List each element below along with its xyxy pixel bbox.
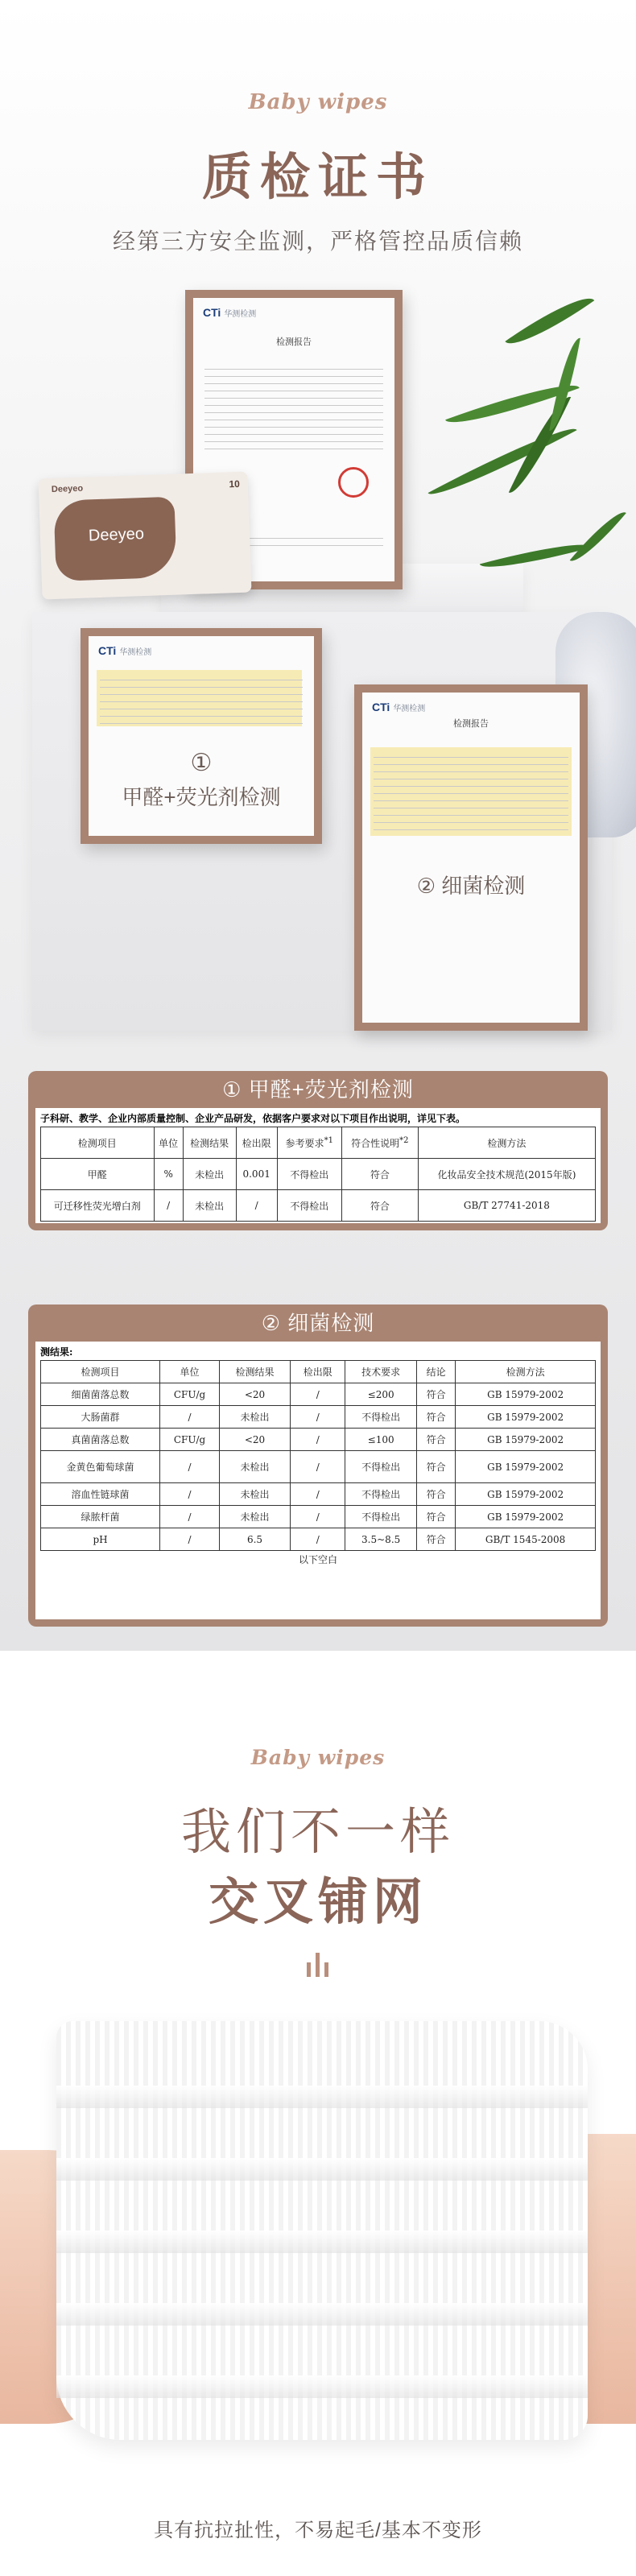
product-pack-image: Deeyeo 10 Deeyeo	[38, 472, 251, 600]
product-brand: Deeyeo	[88, 525, 145, 545]
feature-caption: 具有抗拉扯性，不易起毛/基本不变形	[154, 2520, 482, 2541]
card-header: ② 细菌检测	[261, 1311, 375, 1335]
section-title: 质检证书	[201, 147, 434, 206]
table-row: 真菌菌落总数 CFU/g <20 / ≤100 符合 GB 15979-2002	[41, 1429, 596, 1451]
formaldehyde-test-card	[28, 1071, 608, 1230]
certificate-frame-formaldehyde	[81, 628, 322, 844]
bacteria-test-table	[40, 1360, 596, 1551]
cross-lapped-section	[0, 1651, 636, 2576]
table-row: 大肠菌群 / 未检出 / 不得检出 符合 GB 15979-2002	[41, 1406, 596, 1429]
table-header-row: 检测项目 单位 检测结果 检出限 技术要求 结论 检测方法	[41, 1361, 596, 1383]
certificate-number: ①	[190, 750, 213, 776]
section-subtitle: 经第三方安全监测，严格管控品质信赖	[112, 229, 523, 254]
wipe-texture-image	[56, 2021, 588, 2440]
red-seal-stamp	[338, 467, 369, 498]
table-row: 可迁移性荧光增白剂 / 未检出 / 不得检出 符合 GB/T 27741-2018	[41, 1190, 596, 1222]
certificate-label: 甲醛+荧光剂检测	[122, 785, 281, 809]
table-row: 金黄色葡萄球菌 / 未检出 / 不得检出 符合 GB 15979-2002	[41, 1451, 596, 1483]
table-header-row: 检测项目 单位 检测结果 检出限 参考要求$^{*1}$ 符合性说明$^{*2}$ 检测方法	[41, 1127, 596, 1159]
cti-logo: CTi 华测检测	[372, 701, 426, 713]
report-table-lines	[204, 362, 383, 449]
table-note: 测结果:	[40, 1346, 73, 1358]
table-row: 细菌菌落总数 CFU/g <20 / ≤200 符合 GB 15979-2002	[41, 1383, 596, 1406]
bacteria-test-card	[28, 1305, 608, 1627]
report-title: 检测报告	[453, 719, 489, 729]
section-title-line2: 交叉铺网	[208, 1872, 427, 1931]
table-footer-note: 以下空白	[298, 1554, 337, 1565]
table-row: 绿脓杆菌 / 未检出 / 不得检出 符合 GB 15979-2002	[41, 1506, 596, 1528]
table-note: 子科研、教学、企业内部质量控制、企业产品研发，依据客户要求对以下项目作出说明，详见下表。	[40, 1113, 466, 1124]
report-title: 检测报告	[276, 337, 312, 347]
table-row: 溶血性链球菌 / 未检出 / 不得检出 符合 GB 15979-2002	[41, 1483, 596, 1506]
certificate-label: ② 细菌检测	[416, 874, 526, 898]
table-row: pH / 6.5 / 3.5~8.5 符合 GB/T 1545-2008	[41, 1528, 596, 1551]
decorative-bars-icon	[302, 1953, 334, 1977]
cti-logo: CTi 华测检测	[203, 306, 257, 319]
section-title-line1: 我们不一样	[180, 1802, 455, 1861]
formaldehyde-test-table	[40, 1127, 596, 1222]
cti-logo: CTi 华测检测	[98, 644, 152, 657]
table-row: 甲醛 % 未检出 0.001 不得检出 符合 化妆品安全技术规范(2015年版)	[41, 1159, 596, 1190]
eyebrow-text: Baby wipes	[250, 1746, 386, 1769]
card-header: ① 甲醛+荧光剂检测	[222, 1077, 414, 1102]
certificate-frame-bacteria	[354, 684, 588, 1031]
eyebrow-text: Baby wipes	[248, 90, 388, 114]
